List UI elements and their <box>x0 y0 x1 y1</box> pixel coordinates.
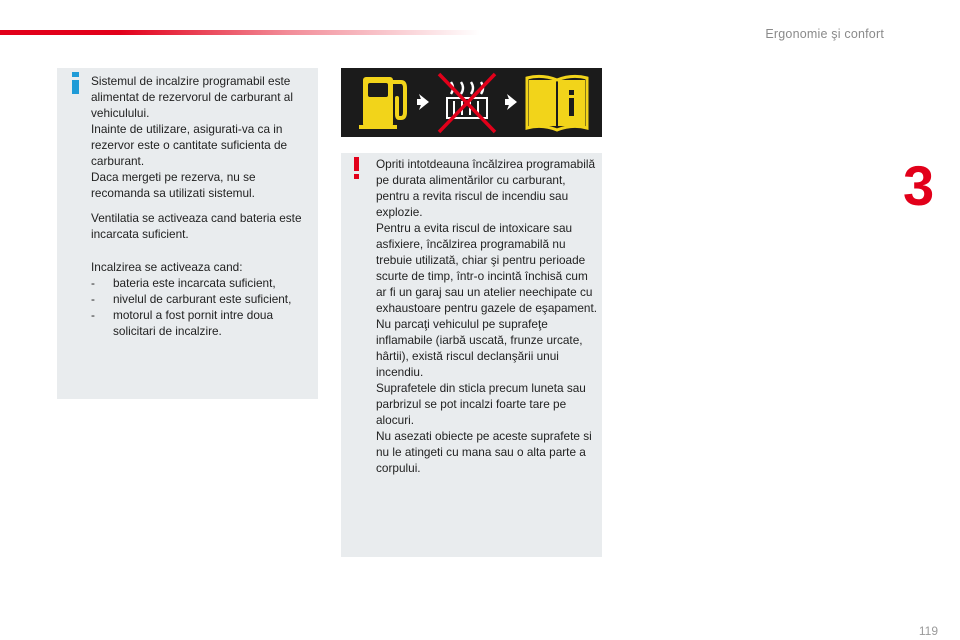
header-accent-bar <box>0 30 480 35</box>
fuel-pump-icon <box>359 77 405 129</box>
info-line: Daca mergeti pe rezerva, nu se recomanda sa utilizati sistemul. <box>91 170 256 200</box>
info-line: Ventilatia se activeaza cand bateria este incarcata suficient. <box>91 211 302 241</box>
warning-paragraph: Suprafetele din sticla precum luneta sau parbrizul se pot incalzi foarte tare pe alocuri. <box>376 381 586 427</box>
manual-book-icon <box>527 76 587 130</box>
safety-pictogram-strip <box>341 68 602 137</box>
chapter-number: 3 <box>903 154 935 217</box>
warning-paragraph: Pentru a evita riscul de intoxicare sau asfixiere, încălzirea programabilă nu trebuie utilizată, chiar şi pentru perioade scurte de timp, într-o incintă închisă cum ar fi un garaj sau un atelier neechipate cu exhaustoare pentru gazele de eşapament. <box>376 221 598 315</box>
warning-icon <box>353 157 361 179</box>
list-item: - bateria este incarcata suficient, <box>91 276 276 290</box>
info-paragraph-heating-conditions <box>91 259 313 339</box>
info-line: Sistemul de incalzire programabil este alimentat de rezervorul de carburant al vehiculului. <box>91 74 293 120</box>
warning-paragraph: Opriti intotdeauna încălzirea programabilă pe durata alimentărilor cu carburant, pentru a revita riscul de incendiu sau explozie. <box>376 157 596 219</box>
page-number: 119 <box>918 624 938 638</box>
list-item: - motorul a fost pornit intre doua solicitari de incalzire. <box>91 308 274 338</box>
warning-text <box>376 156 598 476</box>
warning-paragraph: Nu parcaţi vehiculul pe suprafeţe inflamabile (iarbă uscată, frunze urcate, hârtii), există riscul declanşării unui incendiu. <box>376 317 583 379</box>
info-paragraph-fuel <box>91 73 313 201</box>
info-icon <box>70 72 82 94</box>
conditions-list <box>91 275 313 339</box>
conditions-intro: Incalzirea se activeaza cand: <box>91 260 243 274</box>
warning-paragraph: Nu asezati obiecte pe aceste suprafete si nu le atingeti cu mana sau o alta parte a corpului. <box>376 429 592 475</box>
heater-crossed-icon <box>438 74 496 132</box>
pictogram-svg <box>341 68 602 137</box>
info-paragraph-ventilation <box>91 210 313 242</box>
section-title: Ergonomie şi confort <box>765 27 884 41</box>
arrow-right-icon <box>417 94 429 110</box>
arrow-right-icon <box>505 94 517 110</box>
info-line: Inainte de utilizare, asigurati-va ca in rezervor este o cantitate suficienta de carburant. <box>91 122 288 168</box>
list-item: - nivelul de carburant este suficient, <box>91 292 292 306</box>
